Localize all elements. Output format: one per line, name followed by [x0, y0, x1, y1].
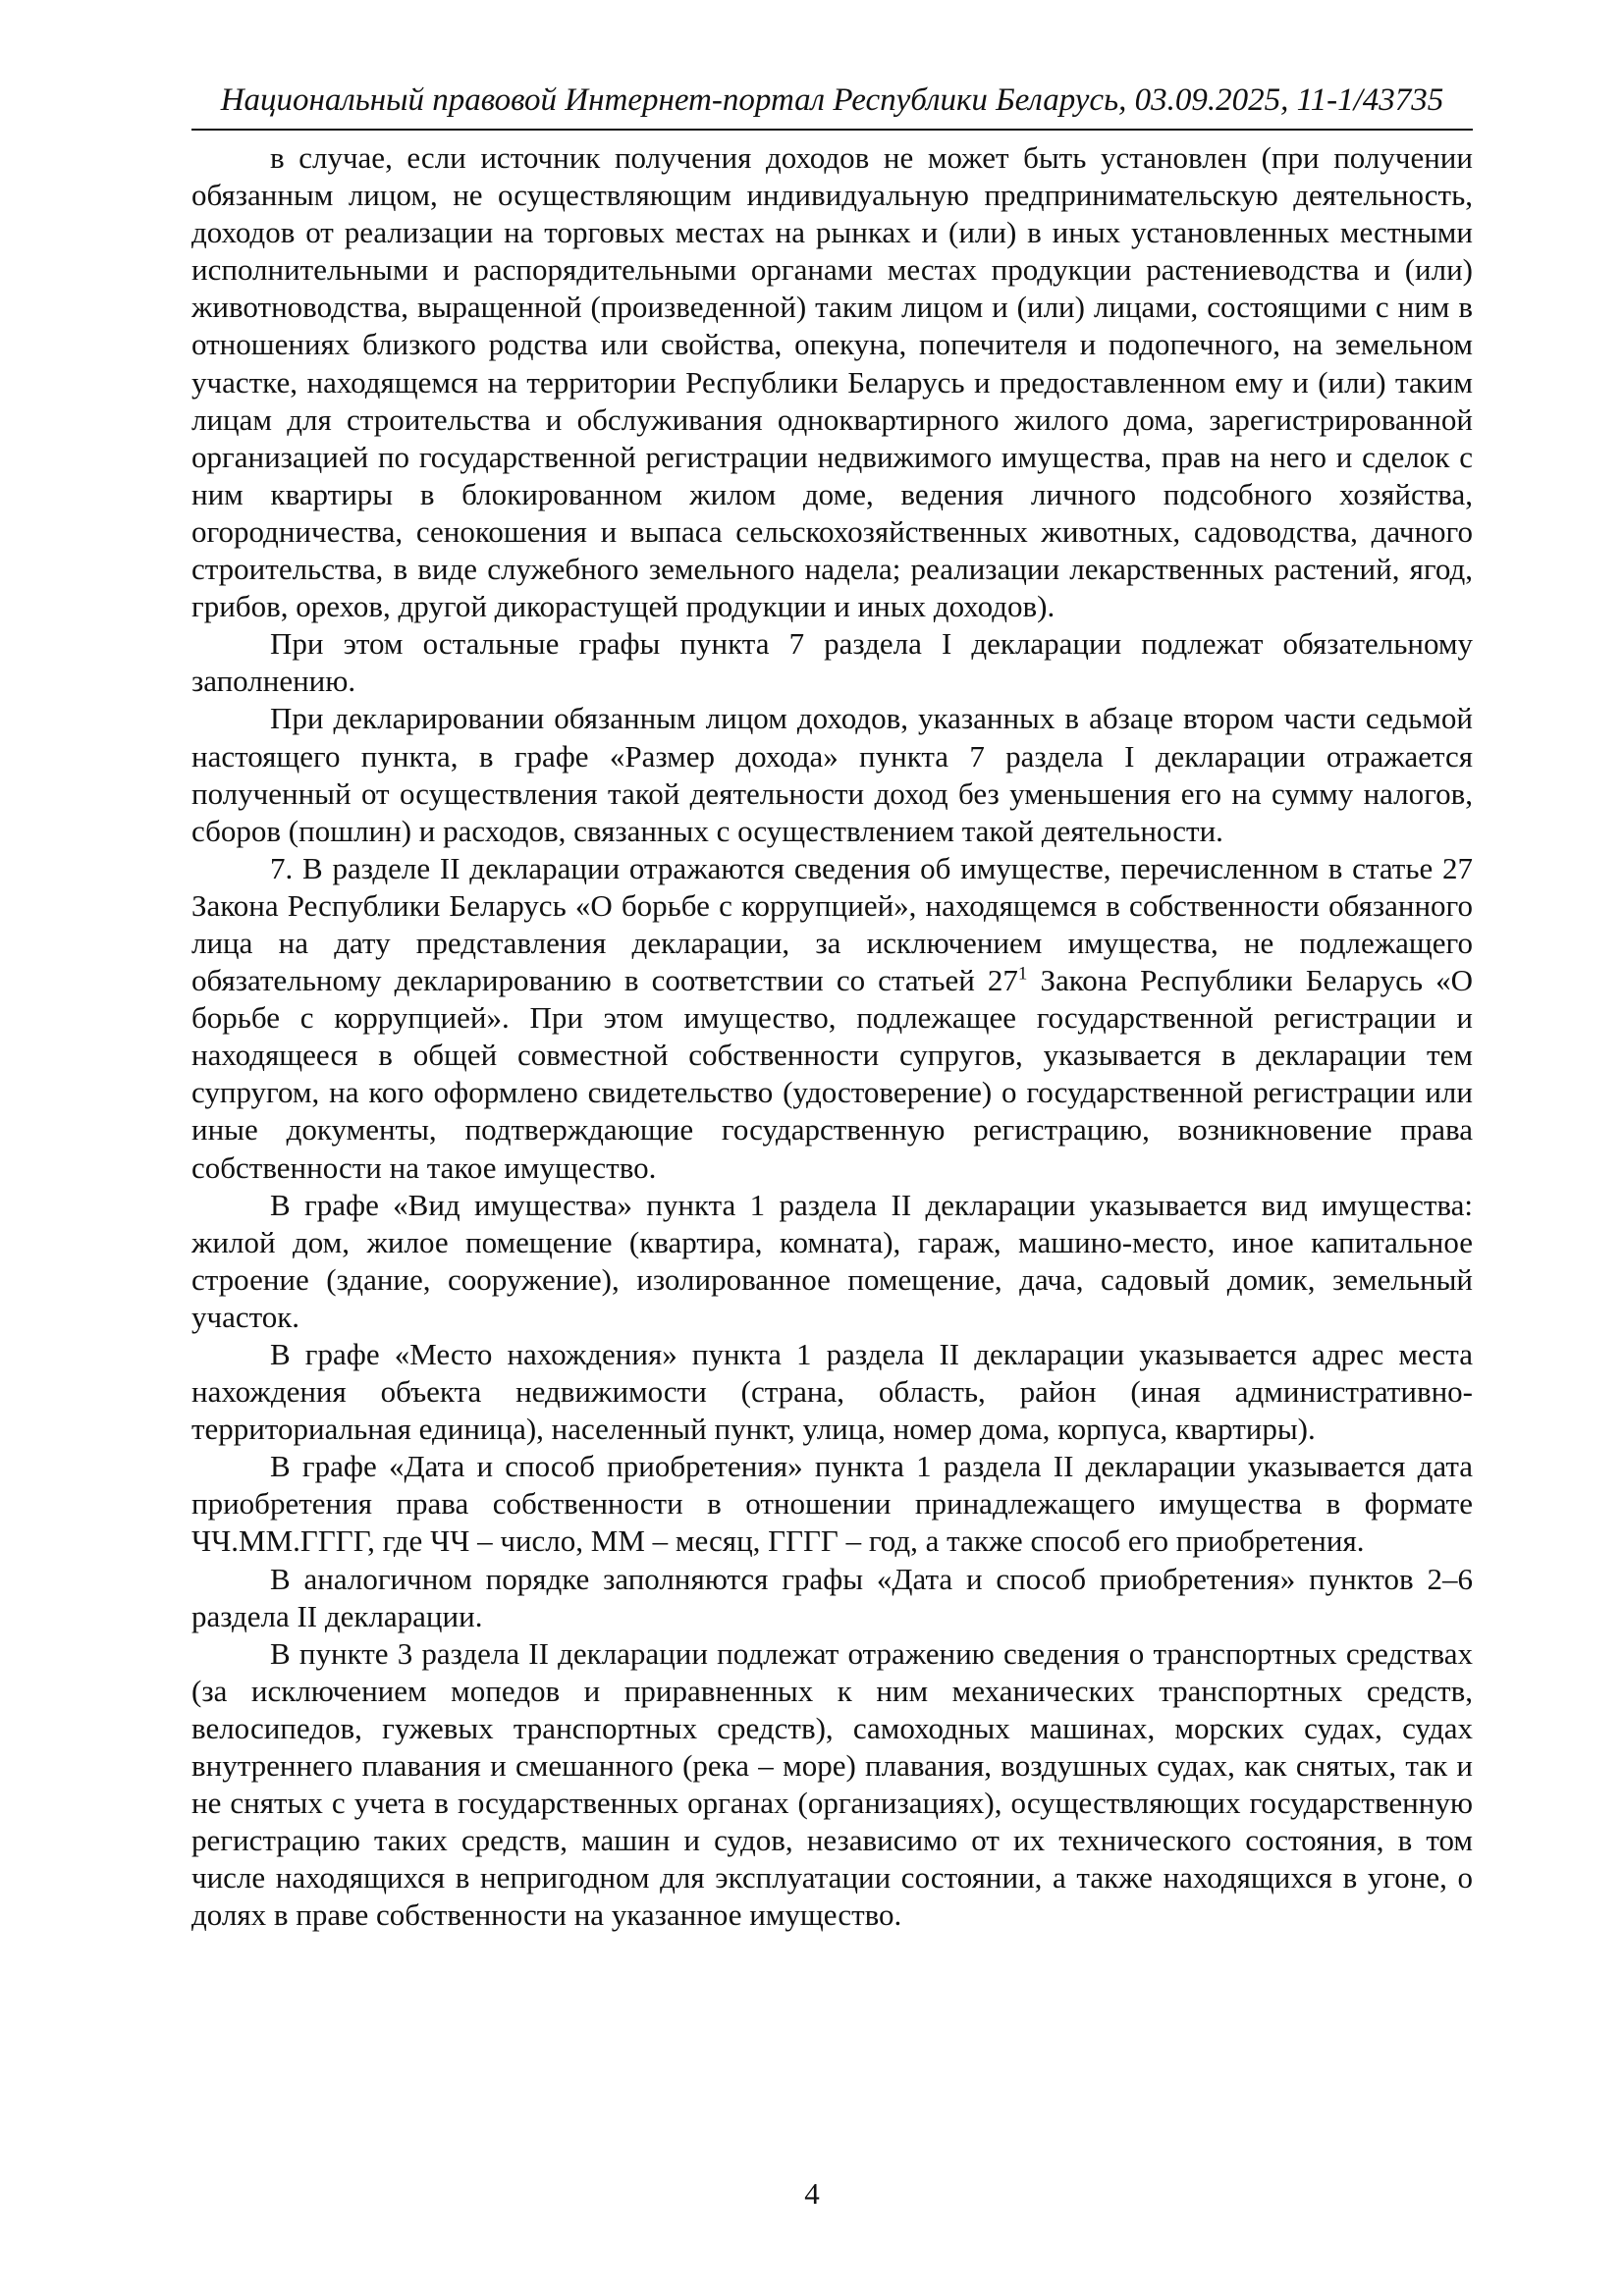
- paragraph-vehicles: В пункте 3 раздела II декларации подлежат отражению сведения о транспортных средствах (за исключением мопедов и приравненных к ним механических транспортных средств, велосипедов, гужевых транспортных средств), самоходных машинах, морских судах, судах внутреннего плавания и смешанного (река – море) плавания, воздушных судах, как снятых, так и не снятых с учета в государственных органах (организациях), осуществляющих государственную регистрацию таких средств, машин и судов, независимо от их технического состояния, в том числе находящихся в непригодном для эксплуатации состоянии, а также находящихся в угоне, о долях в праве собственности на указанное имущество.: [191, 1635, 1473, 1933]
- paragraph-text-part: 7. В разделе II декларации отражаются сведения об имуществе, перечисленном в статье 27 Закона Республики Беларусь «О борьбе с коррупцией», находящемся в собственности обязанного лица на дату представления декларации, за исключением имущества, не подлежащего обязательному декларированию в соответствии со статьей 27: [191, 850, 1473, 998]
- paragraph-section-2-property: [191, 850, 1473, 1187]
- paragraph-income-declaration: При декларировании обязанным лицом доходов, указанных в абзаце втором части седьмой настоящего пункта, в графе «Размер дохода» пункта 7 раздела I декларации отражается полученный от осуществления такой деятельности доход без уменьшения его на сумму налогов, сборов (пошлин) и расходов, связанных с осуществлением такой деятельности.: [191, 701, 1473, 848]
- superscript-marker: 1: [1017, 963, 1028, 985]
- paragraph-income-source: в случае, если источник получения доходов не может быть установлен (при получении обязанным лицом, не осуществляющим индивидуальную предпринимательскую деятельность, доходов от реализации на торговых местах на рынках и (или) в иных установленных местными исполнительными и распорядительными органами местах продукции растениеводства и (или) животноводства, выращенной (произведенной) таким лицом и (или) лицами, состоящими с ним в отношениях близкого родства или свойства, опекуна, попечителя и подопечного, на земельном участке, находящемся на территории Республики Беларусь и предоставленном ему и (или) таким лицам для строительства и обслуживания одноквартирного жилого дома, зарегистрированной организацией по государственной регистрации недвижимого имущества, прав на него и сделок с ним квартиры в блокированном жилом доме, ведения личного подсобного хозяйства, огородничества, сенокошения и выпаса сельскохозяйственных животных, садоводства, дачного строительства, в виде служебного земельного надела; реализации лекарственных растений, ягод, грибов, орехов, другой дикорастущей продукции и иных доходов).: [191, 140, 1473, 624]
- paragraph-similar-fields: В аналогичном порядке заполняются графы «Дата и способ приобретения» пунктов 2–6 раздела II декларации.: [191, 1561, 1473, 1633]
- header-divider: [191, 129, 1473, 131]
- document-header: Национальный правовой Интернет-портал Республики Беларусь, 03.09.2025, 11-1/43735: [220, 82, 1444, 118]
- paragraph-property-type: В графе «Вид имущества» пункта 1 раздела II декларации указывается вид имущества: жилой дом, жилое помещение (квартира, комната), гараж, машино-место, иное капитальное строение (здание, сооружение), изолированное помещение, дача, садовый домик, земельный участок.: [191, 1187, 1473, 1334]
- document-body: [191, 139, 1473, 1935]
- paragraph-other-fields: При этом остальные графы пункта 7 раздела I декларации подлежат обязательному заполнению.: [191, 626, 1473, 699]
- page-number: 4: [804, 2176, 820, 2211]
- paragraph-location: В графе «Место нахождения» пункта 1 раздела II декларации указывается адрес места нахождения объекта недвижимости (страна, область, район (иная административно-территориальная единица), населенный пункт, улица, номер дома, корпуса, квартиры).: [191, 1337, 1473, 1447]
- paragraph-text-part: Закона Республики Беларусь «О борьбе с коррупцией». При этом имущество, подлежащее государственной регистрации и находящееся в общей совместной собственности супругов, указывается в декларации тем супругом, на кого оформлено свидетельство (удостоверение) о государственной регистрации или иные документы, подтверждающие государственную регистрацию, возникновение права собственности на такое имущество.: [191, 963, 1473, 1185]
- paragraph-acquisition-date: В графе «Дата и способ приобретения» пункта 1 раздела II декларации указывается дата приобретения права собственности в отношении принадлежащего имущества в формате ЧЧ.ММ.ГГГГ, где ЧЧ – число, ММ – месяц, ГГГГ – год, а также способ его приобретения.: [191, 1449, 1473, 1559]
